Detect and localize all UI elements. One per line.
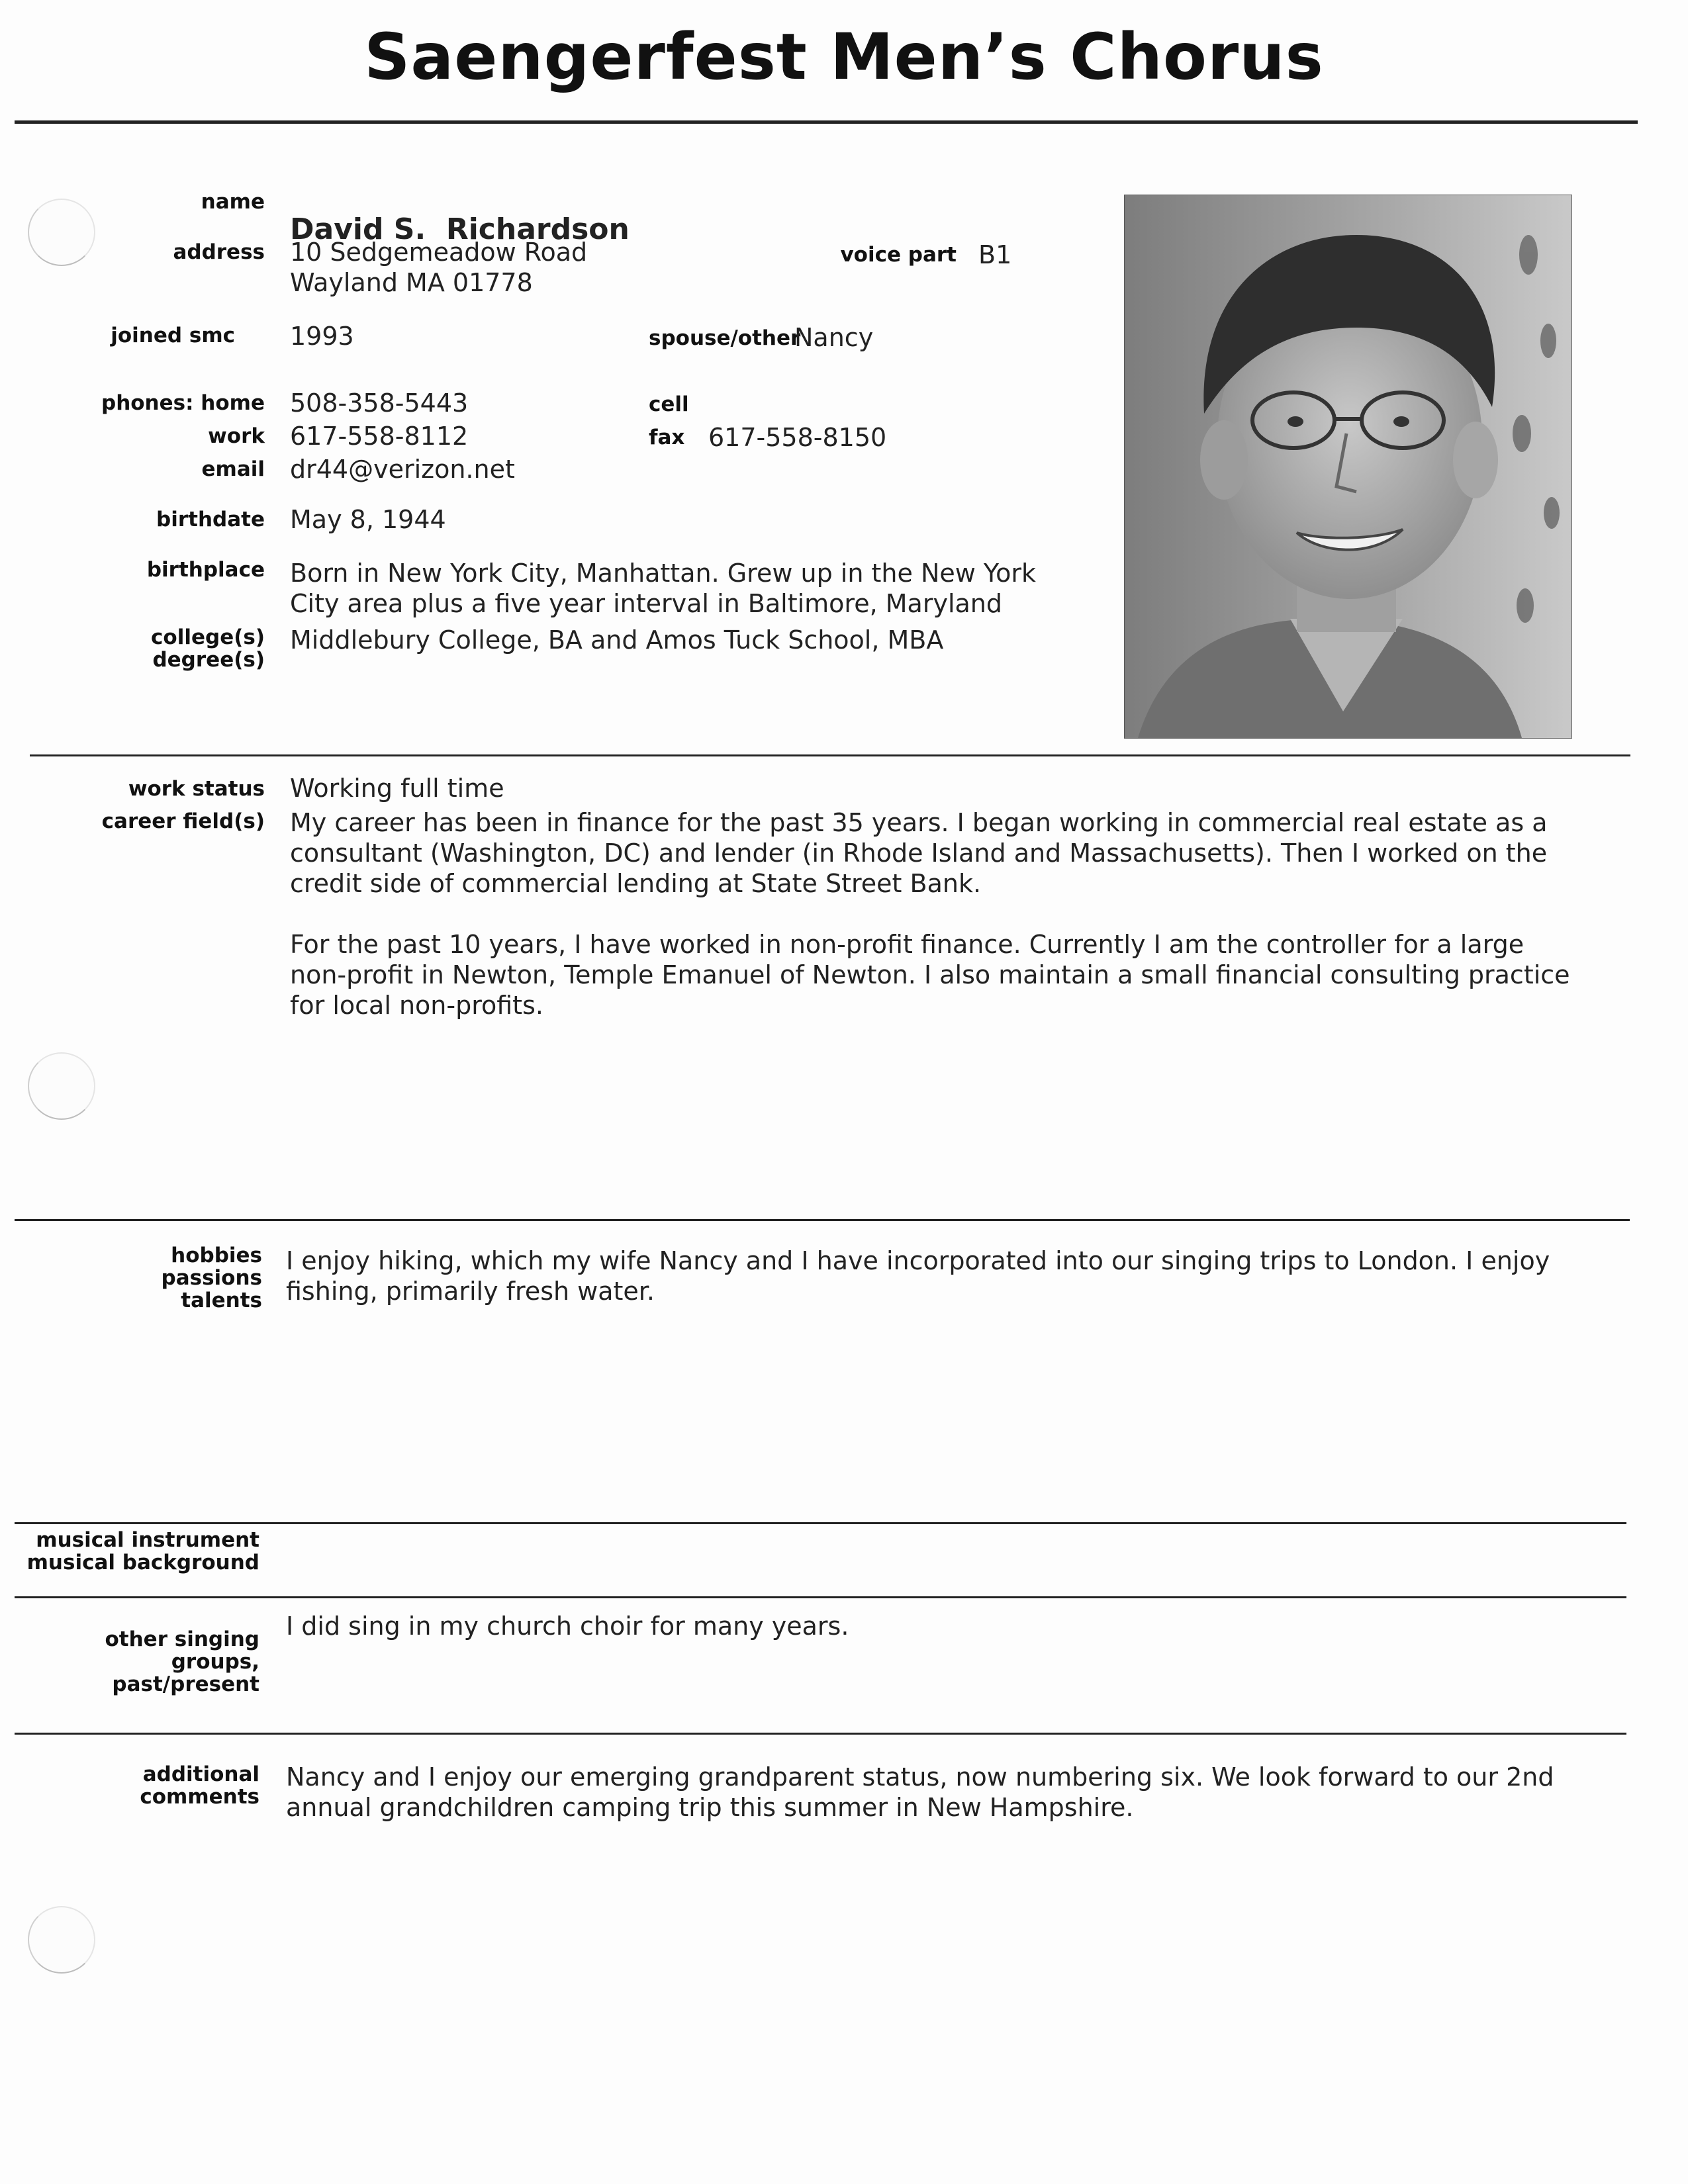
career-value: My career has been in finance for the past 35 years. I began working in commercial real estate as a consultant (Washington, DC) and lender (in Rhode Island and Massachusetts). Then I worked on the credit side of commercial lending at State Street Bank. For the past 10 years, I have worked in non-profit finance. Currently I am the controller for a large non-profit in Newton, Temple Emanuel of Newton. I also maintain a small financial consulting practice for local non-profits.	[290, 808, 1570, 1020]
other-singing-label: other singing groups, past/present	[105, 1627, 259, 1696]
spouse-value: Nancy	[794, 323, 874, 352]
birthdate-value: May 8, 1944	[290, 505, 446, 534]
work-phone-label: work	[208, 424, 265, 448]
divider-other-singing	[15, 1596, 1626, 1598]
divider-work	[30, 754, 1630, 756]
voice-part-value: B1	[978, 240, 1012, 269]
title-divider	[15, 120, 1638, 124]
name-value	[290, 184, 630, 245]
additional-value: Nancy and I enjoy our emerging grandparent status, now numbering six. We look forward to our 2nd annual grandchildren camping trip this summer in New Hampshire.	[286, 1762, 1554, 1822]
member-photo	[1124, 195, 1572, 739]
additional-label: additional comments	[140, 1762, 259, 1809]
last-name: Richardson	[445, 212, 630, 246]
phone-home-value: 508-358-5443	[290, 388, 469, 418]
fax-value: 617-558-8150	[708, 423, 887, 452]
fax-label: fax	[649, 426, 685, 449]
work-phone-value: 617-558-8112	[290, 422, 469, 451]
divider-additional	[15, 1733, 1626, 1735]
first-name: David S.	[290, 212, 426, 246]
hobbies-value: I enjoy hiking, which my wife Nancy and I have incorporated into our singing trips to London. I enjoy fishing, primarily fresh water.	[286, 1246, 1550, 1306]
other-singing-value: I did sing in my church choir for many years.	[286, 1612, 849, 1641]
work-status-label: work status	[128, 777, 265, 801]
college-label: college(s) degree(s)	[151, 625, 265, 672]
divider-musical	[15, 1522, 1626, 1524]
cell-label: cell	[649, 392, 689, 416]
portrait-image	[1125, 195, 1571, 738]
work-status-value: Working full time	[290, 774, 504, 803]
voice-part-label: voice part	[840, 243, 957, 267]
musical-label: musical instrument musical background	[26, 1528, 259, 1574]
career-label: career field(s)	[101, 809, 265, 833]
address-label: address	[173, 240, 265, 264]
birthdate-label: birthdate	[156, 508, 265, 531]
divider-hobbies	[15, 1219, 1630, 1221]
joined-label: joined smc	[111, 324, 235, 347]
binder-hole-middle	[28, 1052, 95, 1120]
birthplace-value: Born in New York City, Manhattan. Grew up in the New York City area plus a five year interval in Baltimore, Maryland	[290, 559, 1036, 618]
hobbies-label: hobbies passions talents	[161, 1244, 262, 1312]
birthplace-label: birthplace	[146, 558, 265, 582]
joined-value: 1993	[290, 322, 354, 351]
page-title: Saengerfest Men’s Chorus	[364, 20, 1324, 94]
binder-hole-bottom	[28, 1906, 95, 1974]
college-value: Middlebury College, BA and Amos Tuck School, MBA	[290, 625, 944, 655]
spouse-label: spouse/other	[649, 326, 801, 350]
email-label: email	[201, 457, 265, 481]
address-value: 10 Sedgemeadow Road Wayland MA 01778	[290, 238, 588, 297]
name-label: name	[201, 190, 265, 214]
email-value: dr44@verizon.net	[290, 455, 515, 484]
phone-home-label: phones: home	[101, 391, 265, 415]
